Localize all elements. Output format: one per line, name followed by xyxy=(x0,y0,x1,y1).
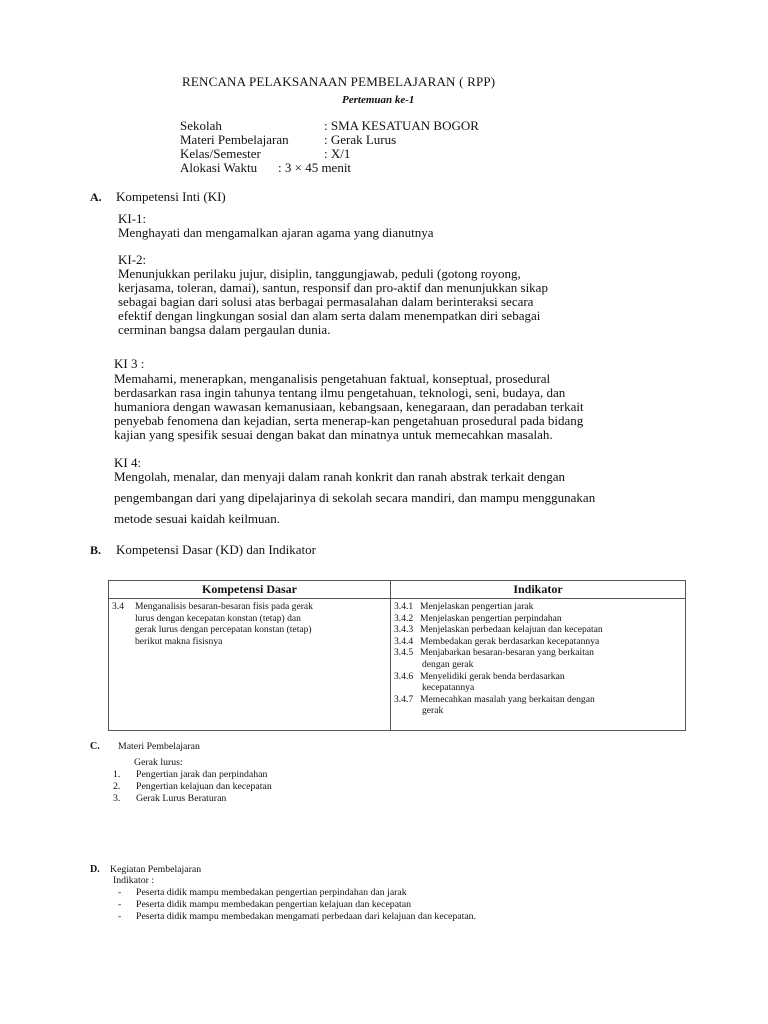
ki4-line: pengembangan dari yang dipelajarinya di sekolah secara mandiri, dan mampu menggunakan xyxy=(114,490,596,505)
table-header-kd: Kompetensi Dasar xyxy=(109,581,391,599)
indicator-number: 3.4.5 xyxy=(394,647,414,659)
indicator-number: 3.4.2 xyxy=(394,612,414,624)
indicator-number: 3.4.1 xyxy=(394,601,414,612)
ki2-line: kerjasama, toleran, damai), santun, responsif dan pro-aktif dan menunjukkan sikap xyxy=(118,280,548,295)
indicator-number: 3.4.3 xyxy=(394,624,414,636)
bullet-dash: - xyxy=(118,887,122,898)
ki3-line: humaniora dengan wawasan kemanusiaan, kebangsaan, kenegaraan, dan peradaban terkait xyxy=(114,399,584,414)
ki2-line: efektif dengan lingkungan sosial dan alam serta dalam menempatkan diri sebagai xyxy=(118,308,541,323)
indicator-text: kecepatannya xyxy=(422,682,475,694)
ki4-line: metode sesuai kaidah keilmuan. xyxy=(114,511,281,526)
kegiatan-item: Peserta didik mampu membedakan mengamati perbedaan dari kelajuan dan kecepatan. xyxy=(136,911,477,922)
info-value-alokasi: : 3 × 45 menit xyxy=(278,160,352,175)
ki2-line: cerminan bangsa dalam pergaulan dunia. xyxy=(118,322,331,337)
indicator-text: Memecahkan masalah yang berkaitan dengan xyxy=(420,693,595,705)
table-header-indikator: Indikator xyxy=(391,581,686,599)
indicator-text: Menjelaskan pengertian perpindahan xyxy=(420,612,562,624)
indicator-number: 3.4.6 xyxy=(394,670,414,682)
section-c-letter: C. xyxy=(90,741,100,752)
section-b-letter: B. xyxy=(90,543,102,557)
materi-item: Gerak Lurus Beraturan xyxy=(136,793,227,804)
indicator-cell xyxy=(391,599,686,731)
info-label-sekolah: Sekolah xyxy=(180,118,222,133)
indicator-item xyxy=(394,636,682,648)
indicator-item xyxy=(394,647,682,670)
section-b-title: Kompetensi Dasar (KD) dan Indikator xyxy=(116,542,316,557)
ki3-line: Memahami, menerapkan, menganalisis pengetahuan faktual, konseptual, prosedural xyxy=(114,371,551,386)
indicator-item xyxy=(394,694,682,717)
info-value-sekolah: : SMA KESATUAN BOGOR xyxy=(324,118,479,133)
materi-number: 2. xyxy=(113,781,121,792)
section-c-intro: Gerak lurus: xyxy=(134,757,183,768)
ki3-label: KI 3 : xyxy=(114,356,145,371)
indicator-text: Menjelaskan perbedaan kelajuan dan kecepatan xyxy=(420,624,603,636)
info-label-alokasi: Alokasi Waktu xyxy=(180,160,258,175)
ki2-line: sebagai bagian dari solusi atas berbagai permasalahan dalam berinteraksi secara xyxy=(118,294,534,309)
kd-cell xyxy=(109,599,391,731)
ki3-line: kajian yang spesifik sesuai dengan bakat dan minatnya untuk memecahkan masalah. xyxy=(114,427,553,442)
document-title: RENCANA PELAKSANAAN PEMBELAJARAN ( RPP) xyxy=(182,74,496,89)
indicator-text: Menyelidiki gerak benda berdasarkan xyxy=(420,670,565,682)
kd-line: Menganalisis besaran-besaran fisis pada gerak xyxy=(135,601,313,612)
indicator-item xyxy=(394,601,682,613)
kd-line: berikut makna fisisnya xyxy=(135,635,223,647)
indicator-text: Menjelaskan pengertian jarak xyxy=(420,601,534,612)
indicator-text: dengan gerak xyxy=(422,658,474,670)
ki2-label: KI-2: xyxy=(118,252,147,267)
indicator-number: 3.4.7 xyxy=(394,693,414,705)
kd-line: gerak lurus dengan percepatan konstan (tetap) xyxy=(135,624,312,636)
indicator-item xyxy=(394,671,682,694)
section-a-title: Kompetensi Inti (KI) xyxy=(116,189,226,204)
materi-number: 3. xyxy=(113,793,121,804)
indicator-text: Menjabarkan besaran-besaran yang berkaitan xyxy=(420,647,594,659)
info-value-kelas: : X/1 xyxy=(324,146,351,161)
kd-number: 3.4 xyxy=(112,601,124,612)
materi-item: Pengertian kelajuan dan kecepatan xyxy=(136,781,272,792)
ki4-line: Mengolah, menalar, dan menyaji dalam ranah konkrit dan ranah abstrak terkait dengan xyxy=(114,469,566,484)
document-subtitle: Pertemuan ke-1 xyxy=(342,94,415,106)
section-d-title: Kegiatan Pembelajaran xyxy=(110,864,202,875)
section-a-letter: A. xyxy=(90,190,102,204)
ki1-label: KI-1: xyxy=(118,211,147,226)
ki1-text: Menghayati dan mengamalkan ajaran agama yang dianutnya xyxy=(118,225,434,240)
info-label-kelas: Kelas/Semester xyxy=(180,146,261,161)
kd-indicator-table xyxy=(108,580,686,731)
kd-line: lurus dengan kecepatan konstan (tetap) dan xyxy=(135,612,301,624)
bullet-dash: - xyxy=(118,899,122,910)
kegiatan-item: Peserta didik mampu membedakan pengertian perpindahan dan jarak xyxy=(136,887,407,898)
ki3-line: berdasarkan rasa ingin tahunya tentang ilmu pengetahuan, teknologi, seni, budaya, dan xyxy=(114,385,566,400)
section-c-title: Materi Pembelajaran xyxy=(118,741,200,752)
ki2-line: Menunjukkan perilaku jujur, disiplin, tanggungjawab, peduli (gotong royong, xyxy=(118,266,521,281)
indicator-text: gerak xyxy=(422,705,444,717)
ki3-line: penyebab fenomena dan kejadian, serta menerap-kan pengetahuan prosedural pada bidang xyxy=(114,413,584,428)
section-d-intro: Indikator : xyxy=(113,875,155,886)
materi-item: Pengertian jarak dan perpindahan xyxy=(136,769,268,780)
indicator-item xyxy=(394,613,682,625)
info-value-materi: : Gerak Lurus xyxy=(324,132,397,147)
section-d-letter: D. xyxy=(90,864,100,875)
materi-number: 1. xyxy=(113,769,121,780)
info-label-materi: Materi Pembelajaran xyxy=(180,132,289,147)
kegiatan-item: Peserta didik mampu membedakan pengertian kelajuan dan kecepatan xyxy=(136,899,412,910)
ki4-label: KI 4: xyxy=(114,455,142,470)
indicator-text: Membedakan gerak berdasarkan kecepatannya xyxy=(420,635,600,647)
bullet-dash: - xyxy=(118,911,122,922)
indicator-item xyxy=(394,624,682,636)
indicator-number: 3.4.4 xyxy=(394,635,414,647)
